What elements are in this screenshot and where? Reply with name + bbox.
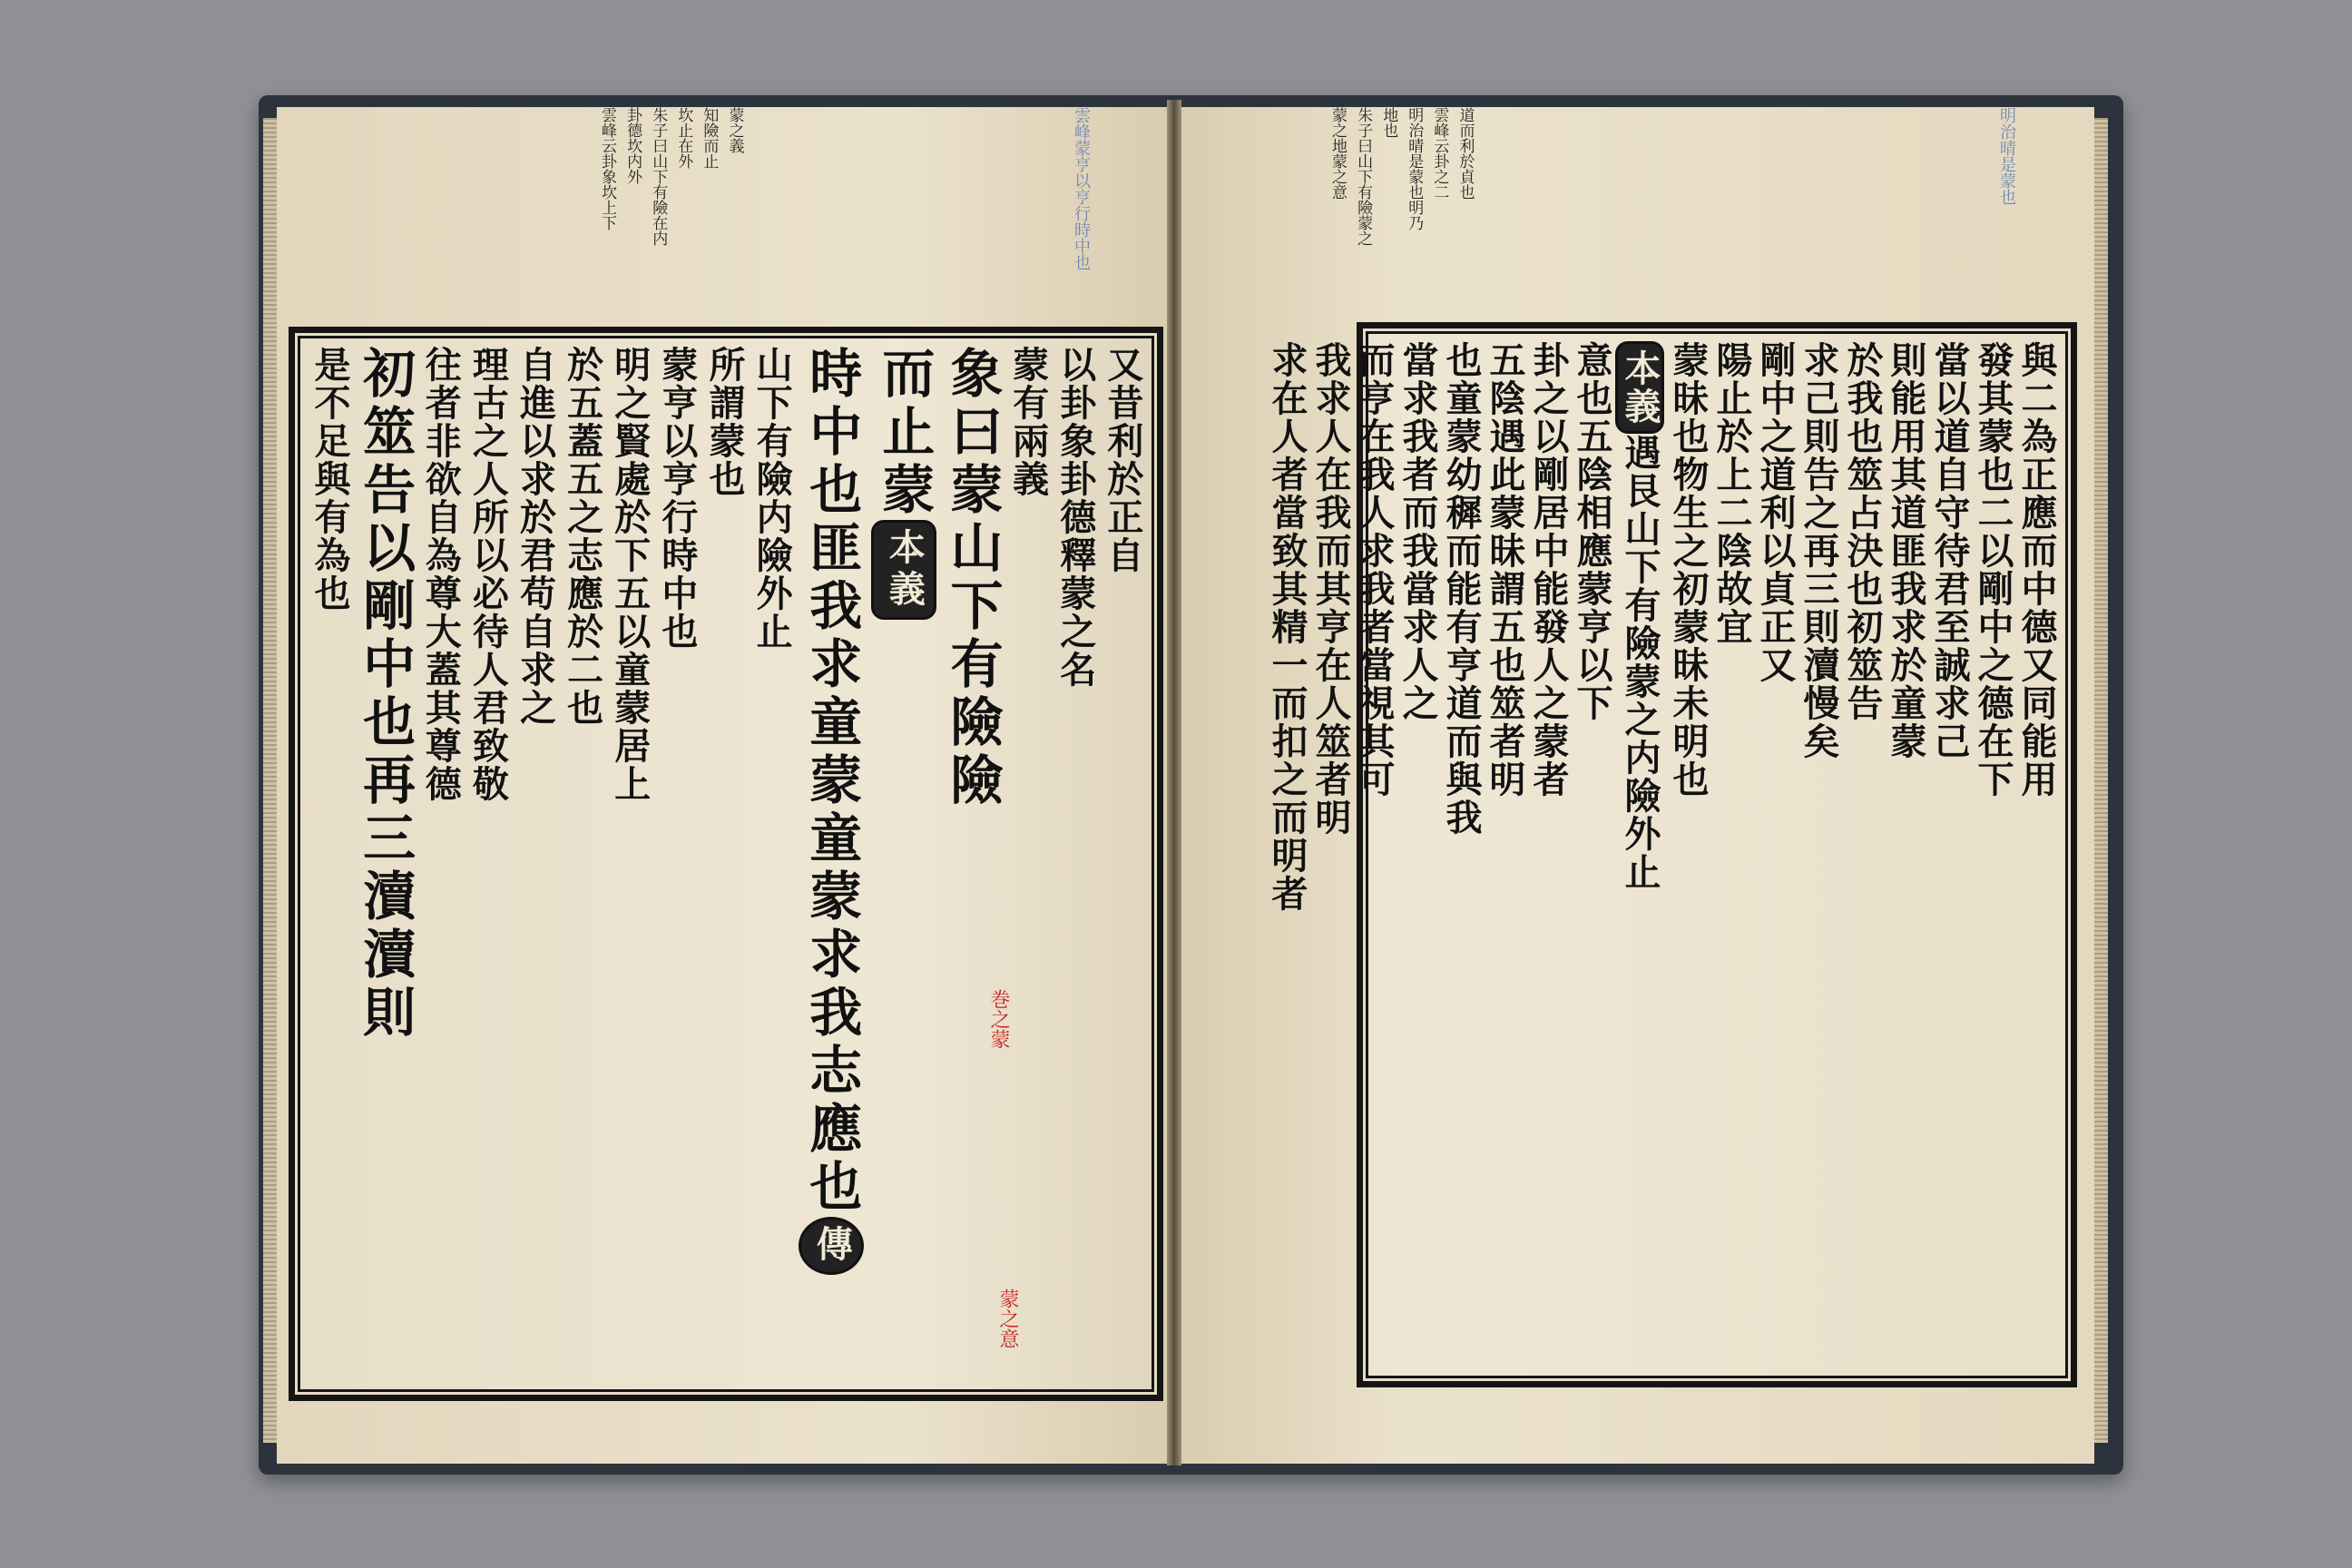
text-segment: 而止蒙 <box>873 346 936 520</box>
text-column: 象曰蒙山下有險險 <box>941 346 1004 810</box>
text-column: 與二為正應而中德又同能用 <box>2015 341 2058 799</box>
text-column: 自進以求於君苟自求之 <box>514 346 557 727</box>
left-text-block <box>289 327 1163 1401</box>
text-column: 於我也筮占決也初筮告 <box>1841 341 1884 722</box>
text-column: 往者非欲自為尊大蓋其尊德 <box>419 346 463 803</box>
right-blue-margin-notes: 明治晴是蒙也 <box>1997 107 2016 205</box>
text-column: 陽止於上二陰故宜 <box>1710 341 1753 646</box>
text-column: 蒙有兩義 <box>1006 346 1050 498</box>
text-segment: 時中也匪我求童蒙童蒙求我志應也 <box>800 346 863 1217</box>
text-column: 當以道自守待君至誠求己 <box>1928 341 1971 760</box>
text-column: 於五蓋五之志應於二也 <box>561 346 604 727</box>
book-gutter <box>1167 100 1181 1465</box>
text-column: 剛中之道利以貞正又 <box>1754 341 1797 684</box>
text-column: 卦之以剛居中能發人之蒙者 <box>1527 341 1570 799</box>
text-column: 明之賢處於下五以童蒙居上 <box>608 346 652 803</box>
note-line: 道而利於貞也 <box>1455 107 1475 200</box>
note-line: 明治晴是蒙也明乃 <box>1405 107 1424 230</box>
text-column: 意也五陰相應蒙亨以下 <box>1571 341 1613 722</box>
text-column: 初筮告以剛中也再三瀆瀆則 <box>354 346 416 1043</box>
text-column: 以卦象卦德釋蒙之名 <box>1054 346 1097 689</box>
text-segment: 蒙昧也物生之初蒙昧未明也 <box>1667 341 1710 799</box>
note-line: 蒙之地蒙之意 <box>1328 107 1347 200</box>
text-column <box>799 346 864 1382</box>
text-column: 也童蒙幼穉而能有亨道而與我 <box>1440 341 1483 837</box>
text-column: 則能用其道匪我求於童蒙 <box>1885 341 1927 760</box>
text-column <box>1615 341 1664 1368</box>
note-line: 朱子曰山下有險蒙之 <box>1354 107 1373 246</box>
text-segment: 遇艮山下有險蒙之内險外止 <box>1619 434 1661 891</box>
right-text-block <box>1266 322 2077 1387</box>
text-column: 當求我者而我當求人之 <box>1396 341 1439 722</box>
benyi-seal: 本義 <box>871 520 936 620</box>
text-column: 蒙亨以亨行時中也 <box>655 346 699 651</box>
text-column: 又昔利於正自 <box>1101 346 1144 574</box>
benyi-seal: 本義 <box>1615 341 1664 434</box>
note-line: 知險而止 <box>700 107 719 169</box>
note-line: 卦德坎内外 <box>623 107 642 184</box>
note-line: 雲峰云卦之二 <box>1430 107 1449 200</box>
red-annotation: 巻之蒙 <box>987 989 1010 1049</box>
text-column: 所謂蒙也 <box>703 346 746 498</box>
text-column: 五陰遇此蒙昧謂五也筮者明 <box>1484 341 1526 799</box>
red-annotation: 蒙之意 <box>996 1289 1019 1348</box>
text-column: 求在人者當致其精一而扣之而明者 <box>1266 341 1308 913</box>
note-line: 蒙之義 <box>725 107 744 153</box>
note-line: 坎止在外 <box>674 107 693 169</box>
text-column: 我求人在我而其亨在人筮者明 <box>1309 341 1352 837</box>
text-column <box>1668 341 1708 1368</box>
text-column: 山下有險内險外止 <box>750 346 794 651</box>
text-column: 是不足與有為也 <box>309 346 351 612</box>
note-line: 朱子曰山下有險在内 <box>649 107 668 246</box>
text-column: 而亨在我人求我者當視其可 <box>1353 341 1396 799</box>
note-line: 雲峰云卦象坎上下 <box>598 107 616 230</box>
left-blue-margin-notes: 雲峰蒙亨以亨行時中也 <box>1072 107 1091 270</box>
text-column: 發其蒙也二以剛中之德在下 <box>1972 341 2014 799</box>
note-line: 地也 <box>1379 107 1398 138</box>
right-top-notes <box>1325 107 1706 325</box>
chuan-seal: 傳 <box>799 1217 864 1275</box>
text-column: 求己則告之再三則瀆慢矣 <box>1798 341 1840 760</box>
left-top-notes <box>594 107 821 325</box>
text-column: 理古之人所以必待人君致敬 <box>466 346 510 803</box>
text-column <box>871 346 936 1382</box>
